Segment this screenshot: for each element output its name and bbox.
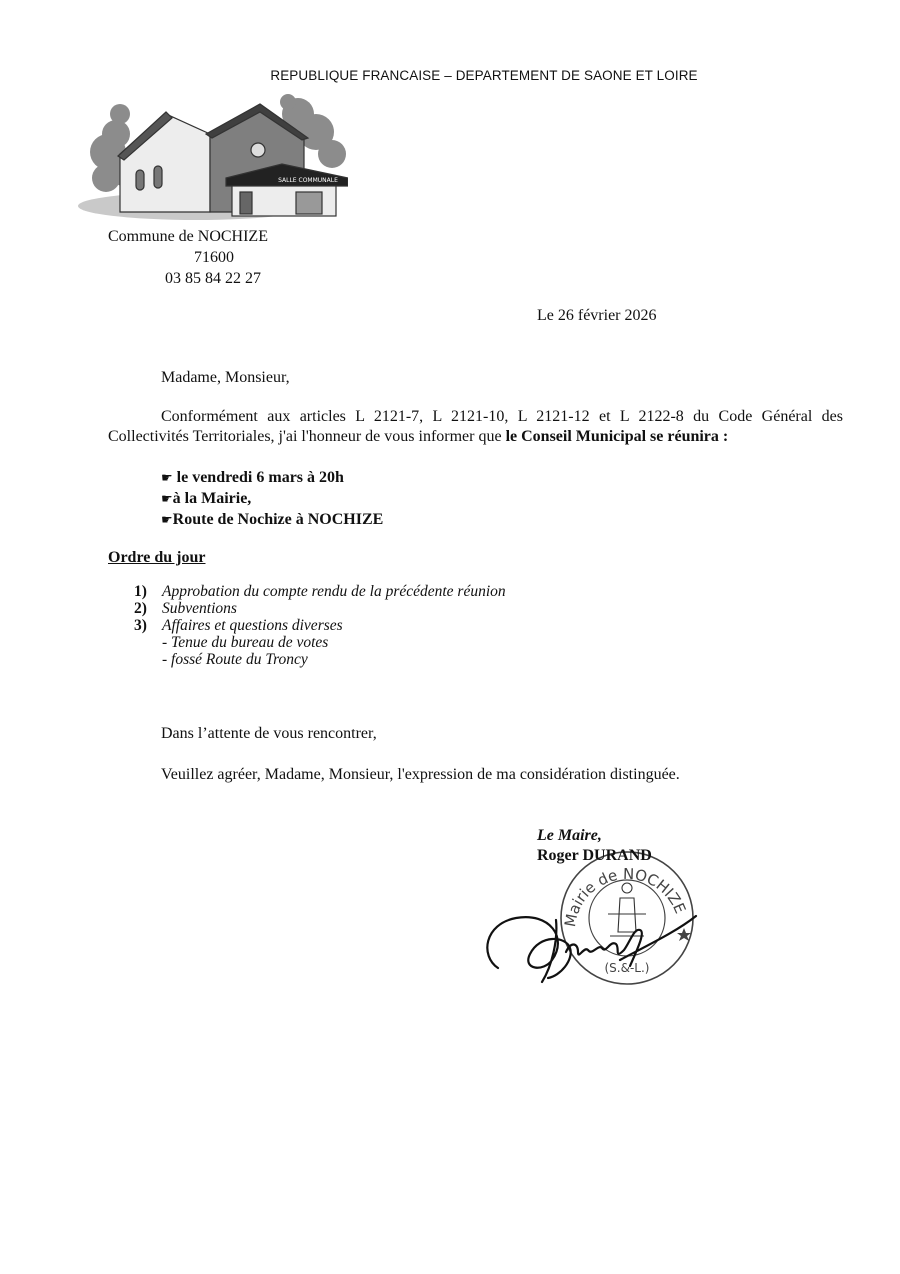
meeting-when: [161, 468, 383, 489]
intro-text: Conformément aux articles L 2121-7, L 2121-10, L 2121-12 et L 2122-8 du Code Général des Collectivités Territoriales, j'ai l'honneur de vous informer que: [108, 408, 843, 445]
closing-line-2: Veuillez agréer, Madame, Monsieur, l'expression de ma considération distinguée.: [161, 766, 680, 783]
agenda-title: Ordre du jour: [108, 549, 206, 566]
agenda-item-number: 2): [134, 600, 147, 617]
closing-line-1: Dans l’attente de vous rencontrer,: [161, 725, 377, 742]
agenda-item-text: Subventions: [162, 600, 237, 617]
commune-name: Commune de NOCHIZE: [108, 228, 268, 245]
intro-bold: le Conseil Municipal se réunira :: [505, 428, 729, 445]
meeting-address-text: Route de Nochize à NOCHIZE: [172, 511, 384, 528]
agenda-list: [134, 583, 506, 668]
signature-title: Le Maire,: [537, 827, 602, 844]
pointing-hand-icon: ☛: [161, 492, 173, 507]
agenda-item-text: Affaires et questions diverses: [162, 617, 343, 634]
republic-header: REPUBLIQUE FRANCAISE – DEPARTEMENT DE SAONE ET LOIRE: [270, 68, 698, 83]
commune-postal-code: 71600: [194, 249, 234, 266]
meeting-address: [161, 510, 383, 531]
commune-block: [108, 226, 328, 289]
logo-sign: SALLE COMMUNALE: [278, 177, 338, 184]
agenda-item-number: 3): [134, 617, 147, 634]
pointing-hand-icon: ☛: [161, 471, 173, 486]
signature-name: Roger DURAND: [537, 847, 652, 864]
agenda-item-number: 1): [134, 583, 147, 600]
agenda-subitem: - fossé Route du Troncy: [162, 651, 308, 668]
meeting-details: [161, 468, 383, 531]
agenda-item: [134, 617, 506, 634]
agenda-item-text: Approbation du compte rendu de la précédente réunion: [162, 583, 506, 600]
stamp-emblem: [608, 883, 646, 936]
intro-paragraph: [108, 407, 843, 447]
town-hall-logo: [76, 94, 348, 222]
agenda-subitem: - Tenue du bureau de votes: [162, 634, 329, 651]
commune-phone: 03 85 84 22 27: [165, 270, 261, 287]
letter-date: Le 26 février 2026: [537, 307, 657, 324]
meeting-where-text: à la Mairie,: [172, 490, 252, 507]
official-stamp: [561, 852, 693, 984]
meeting-when-text: le vendredi 6 mars à 20h: [172, 469, 344, 486]
agenda-item: [134, 600, 506, 617]
stamp-text: Mairie de NOCHIZE: [560, 864, 690, 929]
meeting-where: [161, 489, 383, 510]
stamp-bottom-text: (S.&-L.): [604, 961, 650, 975]
pointing-hand-icon: ☛: [161, 513, 173, 528]
agenda-item: [134, 583, 506, 600]
svg-text:Mairie de NOCHIZE: [561, 865, 689, 929]
greeting: Madame, Monsieur,: [161, 369, 290, 386]
